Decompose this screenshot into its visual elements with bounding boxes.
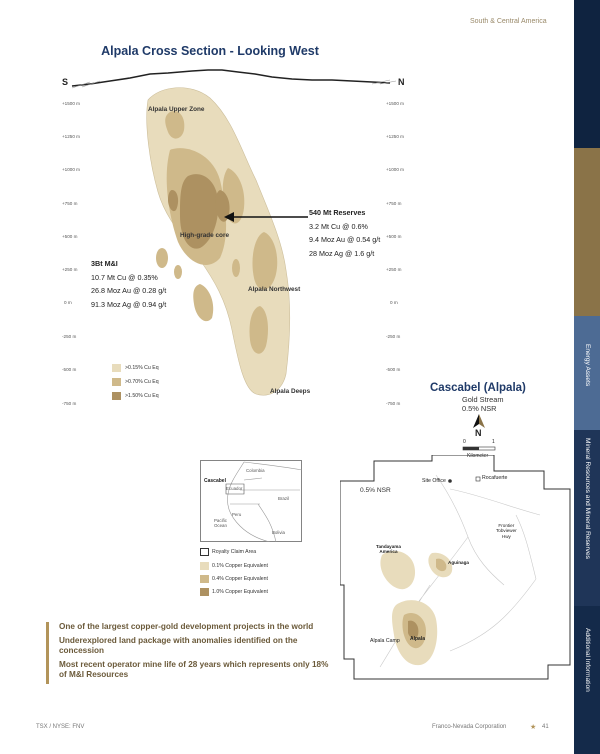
inset-cascabel: Cascabel [204, 478, 226, 484]
zone-label-upper: Alpala Upper Zone [148, 106, 205, 113]
place-alpala-camp: Alpala Camp [370, 638, 400, 644]
orebody-blob-2 [174, 265, 182, 279]
topography-line [72, 70, 390, 86]
legend-label-low: >0.15% Cu Eq [125, 365, 159, 371]
elevation-right-10: -750 m [386, 401, 401, 406]
tab-additional-information-label: Additional Information [584, 628, 591, 692]
reserves-line-3: 28 Moz Ag @ 1.6 g/t [309, 248, 375, 258]
inset-peru: Peru [232, 512, 242, 517]
rocafuerte-marker [476, 477, 480, 481]
tab-strip-top[interactable] [574, 0, 600, 148]
footer-page-number: 41 [542, 724, 549, 730]
map-legend-label-01: 0.1% Copper Equivalent [212, 563, 268, 569]
mi-annotation [91, 257, 166, 311]
scale-start: 0 [463, 439, 466, 445]
legend-label-mid: >0.70% Cu Eq [125, 379, 159, 385]
scale-bar [462, 446, 496, 452]
elevation-right-2: +1250 m [386, 134, 405, 139]
place-rocafuerte: Rocafuerte [482, 475, 508, 481]
north-label: N [398, 77, 405, 87]
scale-end: 1 [492, 439, 495, 445]
mi-line-1: 10.7 Mt Cu @ 0.35% [91, 272, 158, 282]
elevation-right-5: +500 m [386, 234, 402, 239]
elevation-right-8: -250 m [386, 334, 401, 339]
elevation-left-9: -500 m [62, 367, 77, 372]
zone-label-northwest: Alpala Northwest [248, 286, 301, 293]
elevation-left-6: +250 m [62, 267, 78, 272]
highlights-list [46, 622, 329, 684]
inset-ecuador: Ecuador [226, 486, 243, 491]
highlight-3: Most recent operator mine life of 28 years which represents only 18% of M&I Resources [59, 660, 329, 679]
legend-swatch-mid [112, 378, 121, 386]
place-frontier: Frontier Tobviewer Hwy [496, 523, 517, 539]
elevation-left-10: -750 m [62, 401, 77, 406]
legend-label-high: >1.50% Cu Eq [125, 393, 159, 399]
tab-mineral-resources-label: Mineral Resources and Mineral Reserves [584, 438, 591, 559]
orebody-blob-3 [232, 259, 240, 277]
mi-line-3: 91.3 Moz Ag @ 0.94 g/t [91, 299, 167, 309]
mi-line-2: 26.8 Moz Au @ 0.28 g/t [91, 286, 167, 295]
tab-energy-assets-label: Energy Assets [584, 344, 591, 387]
inset-brazil: Brazil [278, 496, 289, 501]
elevation-left-2: +1250 m [62, 134, 81, 139]
map-legend-swatch-01 [200, 562, 209, 570]
site-office-marker [448, 479, 452, 483]
elevation-right-4: +750 m [386, 201, 402, 206]
map-nsr-label: 0.5% NSR [360, 487, 391, 494]
star-icon: ★ [530, 724, 537, 731]
map-legend-label-10: 1.0% Copper Equivalent [212, 589, 268, 595]
elevation-right-1: +1500 m [386, 101, 405, 106]
elevation-left-4: +750 m [62, 201, 78, 206]
cross-section-title: Alpala Cross Section - Looking West [101, 44, 319, 58]
mi-heading: 3Bt M&I [91, 259, 118, 268]
zone-label-deeps: Alpala Deeps [270, 388, 311, 395]
elevation-left-8: -250 m [62, 334, 77, 339]
elevation-right-9: -500 m [386, 367, 401, 372]
cascabel-subtitle: Gold Stream [462, 395, 504, 404]
tab-strip-gold[interactable] [574, 148, 600, 316]
inset-colombia: Colombia [246, 468, 265, 473]
cascabel-nsr: 0.5% NSR [462, 404, 497, 413]
highlight-1: One of the largest copper-gold development projects in the world [59, 622, 314, 631]
elevation-left-7: 0 m [64, 300, 72, 305]
elevation-right-7: 0 m [390, 300, 398, 305]
place-alpala: Alpala [410, 636, 426, 642]
reserves-heading: 540 Mt Reserves [309, 208, 366, 217]
elevation-left-3: +1000 m [62, 167, 81, 172]
map-legend-label-04: 0.4% Copper Equivalent [212, 576, 268, 582]
place-site-office: Site Office [422, 478, 446, 484]
inset-bolivia: Bolivia [272, 530, 285, 535]
tab-energy-assets[interactable] [574, 316, 600, 430]
elevation-left-5: +500 m [62, 234, 78, 239]
footer-company: Franco-Nevada Corporation [432, 724, 507, 730]
north-label-map: N [475, 428, 482, 438]
reserves-annotation [309, 206, 380, 260]
region-header: South & Central America [470, 18, 547, 25]
scale-unit: Kilometer [467, 453, 489, 459]
legend-swatch-high [112, 392, 121, 400]
highlight-2: Underexplored land package with anomalies identified on the concession [59, 636, 298, 655]
zone-label-core: High-grade core [180, 232, 230, 239]
elevation-left-1: +1500 m [62, 101, 81, 106]
orebody-mid-grade-6 [193, 284, 213, 321]
legend-swatch-low [112, 364, 121, 372]
anomaly-tandayama [380, 551, 415, 589]
reserves-line-2: 9.4 Moz Au @ 0.54 g/t [309, 235, 381, 244]
north-arrow-icon [472, 413, 486, 429]
map-legend-swatch-claim [200, 548, 209, 556]
place-tandayama: Tandayama America [376, 544, 401, 555]
elevation-right-3: +1000 m [386, 167, 405, 172]
map-legend-swatch-04 [200, 575, 209, 583]
map-legend-label-claim: Royalty Claim Area [212, 549, 257, 555]
inset-pacific: Pacific Ocean [214, 518, 227, 528]
place-aguinaga: Aguinaga [448, 560, 469, 565]
footer-ticker: TSX / NYSE: FNV [36, 724, 85, 730]
cascabel-title: Cascabel (Alpala) [430, 382, 526, 394]
south-label: S [62, 77, 69, 87]
elevation-right-6: +250 m [386, 267, 402, 272]
map-legend-swatch-10 [200, 588, 209, 596]
reserves-line-1: 3.2 Mt Cu @ 0.6% [309, 221, 368, 231]
